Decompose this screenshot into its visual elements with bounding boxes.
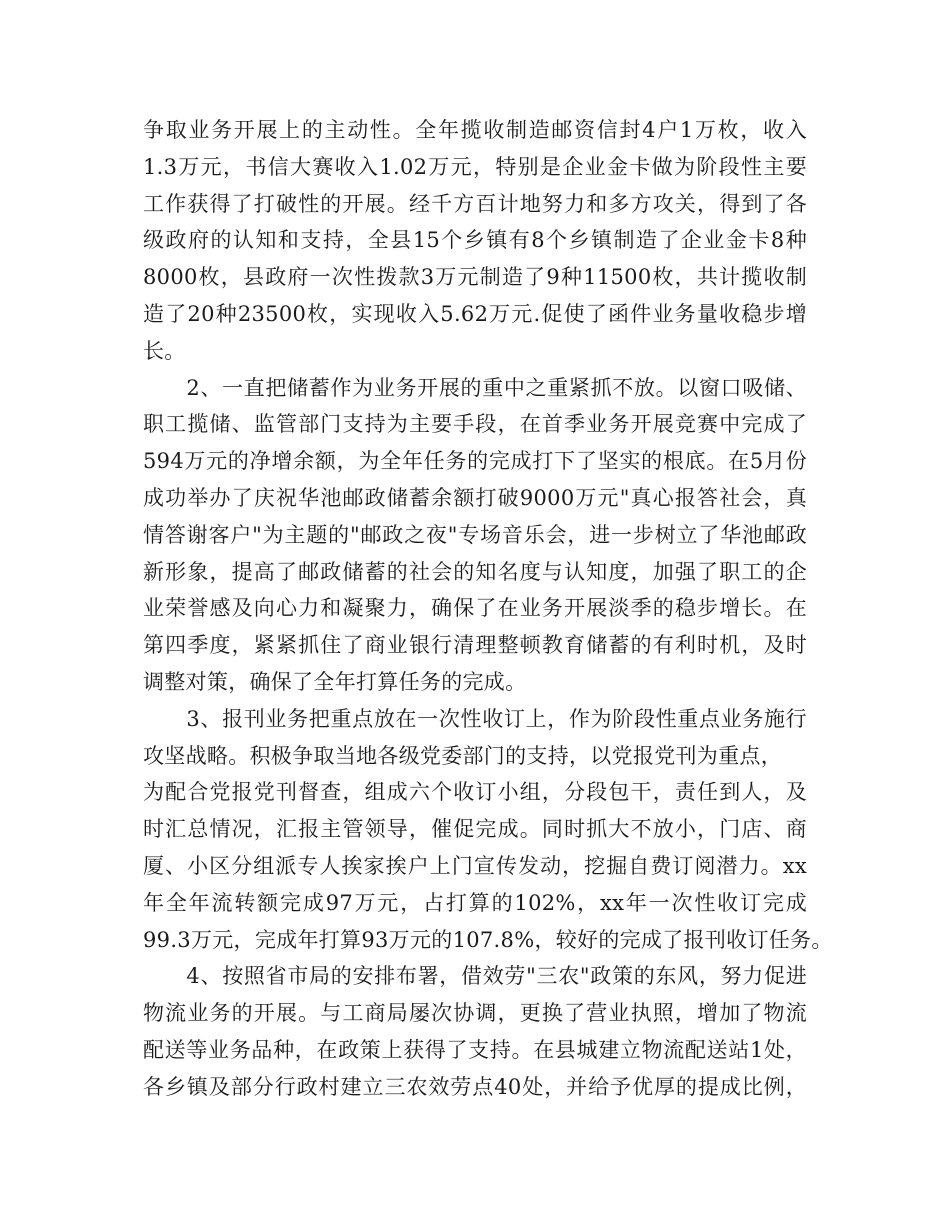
text-line: 级政府的认知和支持，全县15个乡镇有8个乡镇制造了企业金卡8种	[143, 228, 807, 253]
text-line: 年全年流转额完成97万元，占打算的102%，xx年一次性收订完成	[143, 890, 807, 915]
text-line: 594万元的净增余额，为全年任务的完成打下了坚实的根底。在5月份	[143, 449, 807, 474]
text-line: 3、报刊业务把重点放在一次性收订上，作为阶段性重点业务施行	[143, 706, 807, 731]
text-line: 调整对策，确保了全年打算任务的完成。	[143, 669, 527, 694]
text-line: 时汇总情况，汇报主管领导，催促完成。同时抓大不放小，门店、商	[143, 817, 807, 842]
text-line: 物流业务的开展。与工商局屡次协调，更换了营业执照，增加了物流	[143, 1001, 807, 1026]
text-line: 职工揽储、监管部门支持为主要手段，在首季业务开展竞赛中完成了	[143, 412, 807, 437]
text-line: 2、一直把储蓄作为业务开展的重中之重紧抓不放。以窗口吸储、	[143, 375, 807, 400]
text-line: 造了20种23500枚，实现收入5.62万元.促使了函件业务量收稳步增	[143, 301, 807, 326]
text-line: 业荣誉感及向心力和凝聚力，确保了在业务开展淡季的稳步增长。在	[143, 596, 807, 621]
text-line: 配送等业务品种，在政策上获得了支持。在县城建立物流配送站1处，	[143, 1037, 807, 1062]
text-line: 工作获得了打破性的开展。经千方百计地努力和多方攻关，得到了各	[143, 191, 807, 216]
document-body	[143, 112, 833, 1106]
text-line: 长。	[143, 338, 186, 363]
text-line: 第四季度，紧紧抓住了商业银行清理整顿教育储蓄的有利时机，及时	[143, 633, 807, 658]
text-line: 4、按照省市局的安排布署，借效劳"三农"政策的东风，努力促进	[143, 964, 807, 989]
text-line: 厦、小区分组派专人挨家挨户上门宣传发动，挖掘自费订阅潜力。xx	[143, 853, 807, 878]
text-line: 99.3万元，完成年打算93万元的107.8%，较好的完成了报刊收订任务。	[143, 927, 833, 952]
text-line: 1.3万元，书信大赛收入1.02万元，特别是企业金卡做为阶段性主要	[143, 154, 807, 179]
text-line: 争取业务开展上的主动性。全年揽收制造邮资信封4户1万枚，收入	[143, 118, 807, 142]
text-line: 各乡镇及部分行政村建立三农效劳点40处，并给予优厚的提成比例，	[143, 1074, 807, 1099]
text-line: 为配合党报党刊督查，组成六个收订小组，分段包干，责任到人，及	[143, 780, 807, 805]
text-line: 成功举办了庆祝华池邮政储蓄余额打破9000万元"真心报答社会，真	[143, 485, 807, 510]
text-line: 情答谢客户"为主题的"邮政之夜"专场音乐会，进一步树立了华池邮政	[143, 522, 807, 547]
text-line: 8000枚，县政府一次性拨款3万元制造了9种11500枚，共计揽收制	[143, 265, 807, 290]
text-line: 新形象，提高了邮政储蓄的社会的知名度与认知度，加强了职工的企	[143, 559, 807, 584]
text-line: 攻坚战略。积极争取当地各级党委部门的支持，以党报党刊为重点，	[143, 743, 782, 768]
